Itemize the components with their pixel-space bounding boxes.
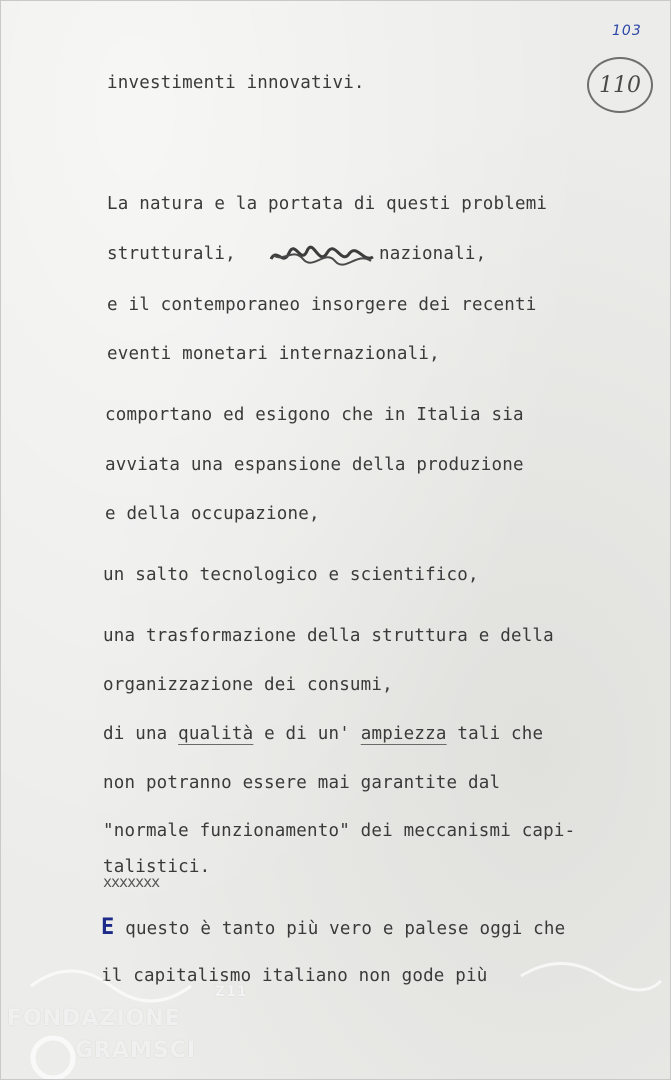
circled-page-number: 110 [587, 57, 653, 113]
text-line-13: non potranno essere mai garantite dal [103, 773, 501, 793]
text-segment: e di un' [264, 724, 350, 744]
watermark-line-2: GRAMSCI [75, 1038, 197, 1063]
text-line-4: e il contemporaneo insorgere dei recenti [107, 295, 537, 315]
watermark-line-1: FONDAZIONE [7, 1006, 181, 1031]
text-line-11: organizzazione dei consumi, [103, 675, 393, 695]
text-line-1: investimenti innovativi. [107, 73, 365, 93]
text-line-3a: strutturali, [107, 244, 236, 264]
text-line-17: il capitalismo italiano non gode più [101, 966, 488, 986]
text-line-3b: nazionali, [379, 244, 487, 264]
text-line-2: La natura e la portata di questi problemi [107, 194, 548, 214]
text-line-16 [101, 915, 565, 940]
text-segment: tali che [457, 724, 544, 744]
struck-out-text: xxxxxxx [103, 873, 160, 891]
bottom-stamp: Z11 [215, 984, 248, 1000]
text-line-8: e della occupazione, [105, 504, 320, 524]
text-line-9: un salto tecnologico e scientifico, [103, 565, 479, 585]
text-line-12 [103, 724, 543, 744]
text-line-7: avviata una espansione della produzione [105, 455, 524, 475]
text-line-5: eventi monetari internazionali, [107, 344, 440, 364]
text-segment: di una [103, 724, 168, 744]
text-segment: questo è tanto più vero e palese oggi che [125, 919, 566, 939]
text-line-6: comportano ed esigono che in Italia sia [105, 405, 524, 425]
text-line-14: "normale funzionamento" dei meccanismi capi- [103, 821, 576, 841]
underlined-word-qualita: qualità [178, 724, 254, 744]
crossed-out-word-scribble [269, 245, 375, 267]
archive-watermark [1, 946, 671, 1080]
text-line-10: una trasformazione della struttura e della [103, 626, 554, 646]
text-line-15: talistici. [103, 857, 211, 877]
pencil-page-number: 103 [612, 23, 642, 39]
handwritten-initial-e: E [101, 915, 115, 940]
underlined-word-ampiezza: ampiezza [360, 724, 447, 744]
